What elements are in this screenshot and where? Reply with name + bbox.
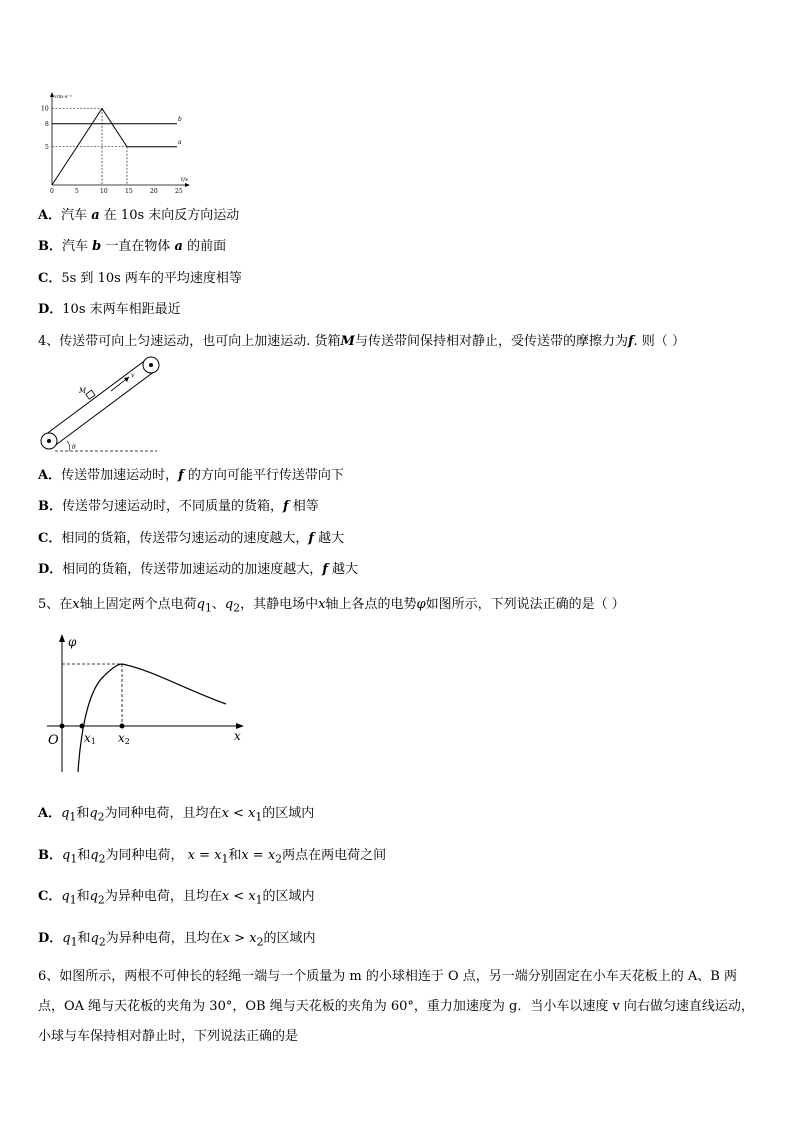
conveyor-belt-figure bbox=[35, 355, 165, 460]
upper-pulley-axle bbox=[149, 363, 153, 367]
q4-option-a[interactable]: A．传送带加速运动时，f 的方向可能平行传送带向下 bbox=[38, 468, 344, 483]
q5-option-c[interactable]: C．$q_1$和$q_2$为异种电荷，且均在$x < x_1$的区域内 bbox=[38, 889, 315, 907]
chart-guide-lines bbox=[52, 109, 127, 186]
belt-top-edge bbox=[45, 359, 147, 435]
q3-option-a[interactable]: A．汽车 a 在 10s 末向反方向运动 bbox=[38, 208, 240, 223]
x-axis-label: t/s bbox=[181, 177, 188, 183]
label-phi: φ bbox=[68, 635, 77, 649]
q4-option-c[interactable]: C．相同的货箱，传送带匀速运动的速度越大，f 越大 bbox=[38, 531, 345, 546]
angle-arc bbox=[67, 441, 70, 451]
y-tick-label: 8 bbox=[45, 120, 49, 128]
q5-stem: 5、在x轴上固定两个点电荷$q_1$、$q_2$，其静电场中x轴上各点的电势φ如图所示，下列说法正确的是（ ） bbox=[38, 597, 625, 615]
series-label-b: b bbox=[178, 115, 182, 123]
q5-option-d[interactable]: D．$q_1$和$q_2$为异种电荷，且均在$x > x_2$的区域内 bbox=[38, 931, 316, 949]
x-axis-arrow bbox=[185, 183, 190, 187]
series-label-a: a bbox=[178, 138, 182, 146]
label-x: x bbox=[234, 729, 241, 743]
y-tick-label: 5 bbox=[45, 143, 49, 151]
q4-option-b[interactable]: B．传送带匀速运动时，不同质量的货箱，f 相等 bbox=[38, 499, 319, 514]
x2-point bbox=[120, 724, 125, 729]
label-M: M bbox=[79, 387, 87, 395]
y-tick-label: 10 bbox=[41, 105, 49, 113]
cargo-box bbox=[86, 390, 95, 399]
phi-axis-arrow bbox=[59, 634, 65, 642]
x-tick-label: 20 bbox=[150, 188, 158, 195]
x-tick-label: 25 bbox=[175, 188, 183, 195]
label-x1: x1 bbox=[84, 731, 96, 746]
velocity-time-chart bbox=[30, 80, 200, 200]
potential-curve bbox=[78, 664, 226, 772]
y-axis-label: v/m·s⁻¹ bbox=[54, 94, 73, 100]
q4-stem: 4、传送带可向上匀速运动，也可向上加速运动. 货箱M与传送带间保持相对静止，受传送带的摩擦力为f. 则（ ） bbox=[38, 334, 685, 349]
q3-option-d[interactable]: D．10s 末两车相距最近 bbox=[38, 302, 181, 317]
chart-axes bbox=[50, 92, 190, 187]
x-tick-label: 0 bbox=[50, 188, 54, 195]
q4-option-d[interactable]: D．相同的货箱，传送带加速运动的加速度越大，f 越大 bbox=[38, 562, 359, 577]
x1-point bbox=[80, 724, 85, 729]
belt-bottom-edge bbox=[53, 371, 155, 447]
x-tick-label: 10 bbox=[100, 188, 108, 195]
q5-option-b[interactable]: B．$q_1$和$q_2$为同种电荷， $x = x_1$和$x = x_2$两点在两电荷之间 bbox=[38, 848, 387, 866]
lower-pulley-axle bbox=[47, 439, 51, 443]
velocity-arrowhead bbox=[124, 377, 129, 382]
label-v: v bbox=[131, 372, 135, 379]
label-O: O bbox=[48, 733, 59, 748]
x-tick-label: 5 bbox=[75, 188, 79, 195]
label-x2: x2 bbox=[118, 731, 130, 746]
q3-option-c[interactable]: C．5s 到 10s 两车的平均速度相等 bbox=[38, 271, 242, 286]
x-tick-label: 15 bbox=[125, 188, 133, 195]
q3-option-b[interactable]: B．汽车 b 一直在物体 a 的前面 bbox=[38, 239, 227, 254]
label-theta: θ bbox=[72, 444, 76, 451]
chart-labels bbox=[41, 94, 188, 195]
q5-option-a[interactable]: A．$q_1$和$q_2$为同种电荷，且均在$x < x_1$的区域内 bbox=[38, 806, 315, 824]
origin-point bbox=[60, 724, 65, 729]
potential-graph bbox=[42, 632, 257, 777]
q6-stem: 6、如图所示，两根不可伸长的轻绳一端与一个质量为 m 的小球相连于 O 点，另一端分别固定在小车天花板上的 A、B 两点，OA 绳与天花板的夹角为 30°，OB 绳与天花板的夹角为 60°，重力加速度为 g．当小车以速度 v 向右做匀速直线运动，小球与车保持相对静止时，下列说法正确的是 bbox=[38, 969, 754, 1044]
